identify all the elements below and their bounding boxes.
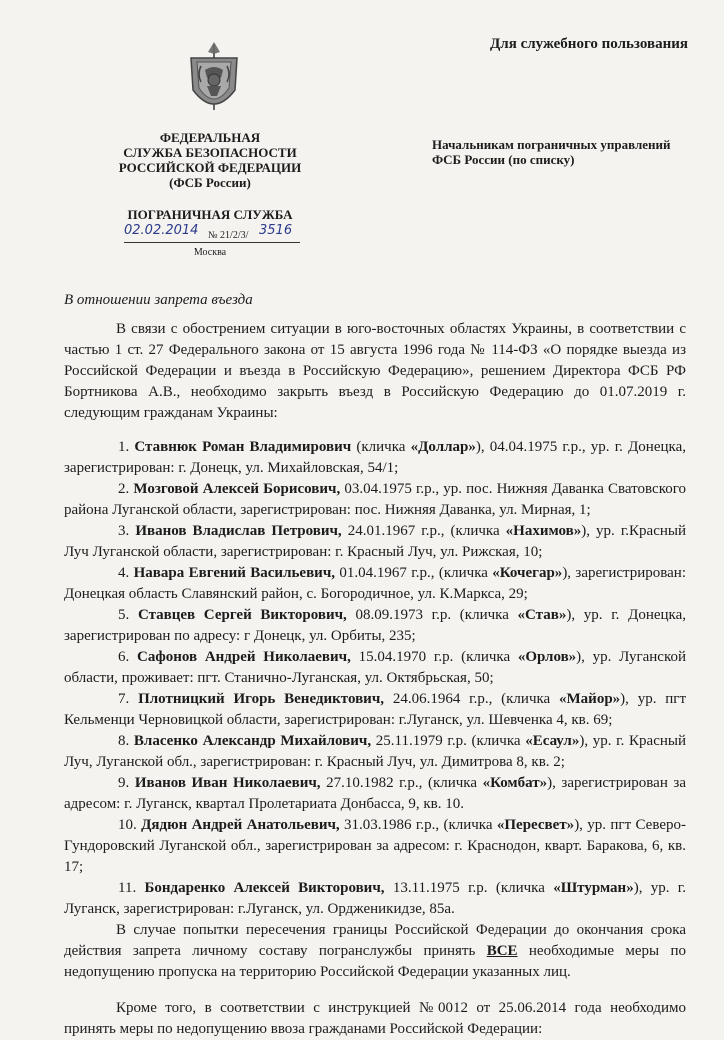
item-text: 31.03.1986 г.р., (кличка — [339, 817, 497, 833]
org-line: РОССИЙСКОЙ ФЕДЕРАЦИИ — [118, 160, 302, 175]
fsb-emblem-icon — [183, 40, 245, 118]
person-nickname: «Нахимов» — [505, 523, 582, 539]
registration-number-prefix: № 21/2/3/ — [208, 230, 249, 241]
addressee-line: ФСБ России (по списку) — [432, 152, 575, 167]
person-name: Иванов Владислав Петрович, — [135, 523, 342, 539]
list-item — [64, 605, 686, 647]
person-name: Дядюн Андрей Анатольевич, — [141, 817, 340, 833]
person-nickname: «Кочегар» — [492, 565, 563, 581]
item-text: 03.04.1975 г.р., ур. пос. Нижняя Даванка Сватовского района Луганской области, зарегистрирован: пос. Нижняя Даванка, ул. Мирная, 1; — [64, 481, 686, 518]
place-of-issue: Москва — [193, 247, 227, 258]
person-name: Навара Евгений Васильевич, — [133, 565, 336, 581]
paragraph-text: необходимые меры по недопущению пропуска на территорию Российской Федерации указанных лиц. — [64, 943, 686, 980]
list-item — [64, 563, 686, 605]
person-nickname: «Майор» — [559, 691, 621, 707]
item-text: ), ур. г. Донецка, зарегистрирован по адресу: г Донецк, ул. Орбиты, 235; — [64, 607, 687, 644]
list-item — [64, 815, 686, 878]
item-text: 27.10.1982 г.р., (кличка — [320, 775, 483, 791]
org-line: (ФСБ России) — [169, 175, 251, 190]
item-text: ), 04.04.1975 г.р., ур. г. Донецка, зарегистрирован: г. Донецк, ул. Михайловская, 54/1; — [64, 439, 686, 476]
registration-date: 02.02.2014 — [124, 223, 199, 238]
item-text: 15.04.1970 г.р. (кличка — [350, 649, 518, 665]
registration-line — [124, 223, 304, 247]
document-body — [64, 319, 686, 1040]
person-nickname: «Орлов» — [517, 649, 577, 665]
list-item — [64, 731, 686, 773]
item-number: 4. — [118, 565, 130, 581]
intro-paragraph: В связи с обострением ситуации в юго-восточных областях Украины, в соответствии с частью 1 ст. 27 Федерального закона от 15 августа 1996 года № 114-ФЗ «О порядке выезда из Российской Федерации и въезда в Российскую Федерацию», решением Директора ФСБ РФ Бортникова А.В., необходимо закрыть въезд в Российскую Федерацию до 01.07.2019 г. следующим гражданам Украины: — [64, 321, 686, 421]
persons-list — [64, 437, 686, 920]
item-text: 01.04.1967 г.р., (кличка — [335, 565, 493, 581]
person-name: Власенко Александр Михайлович, — [133, 733, 372, 749]
paragraph-text: В случае попытки пересечения границы Российской Федерации до окончания срока действия запрета личному составу погранслужбы принять — [64, 922, 686, 959]
item-text: (кличка — [351, 439, 411, 455]
addressee-line: Начальникам пограничных управлений — [432, 137, 671, 152]
list-item — [64, 878, 686, 920]
person-nickname: «Штурман» — [553, 880, 634, 896]
item-number: 11. — [118, 880, 137, 896]
person-nickname: «Есаул» — [525, 733, 580, 749]
list-item — [64, 437, 686, 479]
person-name: Плотницкий Игорь Венедиктович, — [138, 691, 385, 707]
person-name: Ставцев Сергей Викторович, — [137, 607, 347, 623]
item-number: 2. — [118, 481, 130, 497]
item-text: ), ур. пгт Кельменци Черновицкой области, зарегистрирован: г.Луганск, ул. Шевченка 4, кв. 69; — [64, 691, 686, 728]
item-number: 9. — [118, 775, 130, 791]
emphasis-all: ВСЕ — [486, 943, 518, 959]
person-name: Бондаренко Алексей Викторович, — [144, 880, 385, 896]
item-text: ), зарегистрирован: Донецкая область Славянский район, с. Богородичное, ул. К.Маркса, 29; — [64, 565, 687, 602]
item-text: 08.09.1973 г.р. (кличка — [346, 607, 518, 623]
border-paragraph — [64, 920, 686, 983]
registration-number: 3516 — [259, 223, 293, 238]
item-text: 24.06.1964 г.р., (кличка — [384, 691, 560, 707]
item-number: 10. — [118, 817, 137, 833]
org-line: ФЕДЕРАЛЬНАЯ — [159, 130, 261, 145]
item-number: 7. — [118, 691, 130, 707]
list-item — [64, 479, 686, 521]
person-nickname: «Комбат» — [482, 775, 548, 791]
item-number: 1. — [118, 439, 130, 455]
person-nickname: «Пересвет» — [496, 817, 575, 833]
list-item — [64, 521, 686, 563]
person-nickname: «Доллар» — [410, 439, 476, 455]
item-number: 3. — [118, 523, 130, 539]
item-text: ), ур. г. Красный Луч, Луганской обл., зарегистрирован: г. Красный Луч, ул. Димитрова 8, кв. 2; — [64, 733, 687, 770]
item-text: ), ур. г. Луганск, зарегистрирован: г.Луганск, ул. Ордженикидзе, 85а. — [64, 880, 686, 917]
registration-underline — [124, 242, 300, 243]
item-text: ), ур. Луганской области, проживает: пгт. Станично-Луганская, ул. Октябрьская, 50; — [64, 649, 687, 686]
person-name: Сафонов Андрей Николаевич, — [137, 649, 351, 665]
item-number: 8. — [118, 733, 130, 749]
person-name: Иванов Иван Николаевич, — [134, 775, 321, 791]
document-subject: В отношении запрета въезда — [64, 292, 253, 308]
classification-label: Для служебного пользования — [489, 36, 688, 52]
item-text: 25.11.1979 г.р. (кличка — [371, 733, 526, 749]
item-text: ), зарегистрирован за адресом: г. Луганск, квартал Пролетариата Донбасса, 9, кв. 10. — [64, 775, 686, 812]
list-item — [64, 689, 686, 731]
org-line: СЛУЖБА БЕЗОПАСНОСТИ — [123, 145, 297, 160]
person-name: Ставнюк Роман Владимирович — [134, 439, 352, 455]
item-text: 24.01.1967 г.р., (кличка — [341, 523, 506, 539]
item-text: ), ур. г.Красный Луч Луганской области, зарегистрирован: г. Красный Луч, ул. Рижская, 10; — [64, 523, 686, 560]
addressee — [432, 137, 702, 167]
list-item — [64, 773, 686, 815]
organization-name — [110, 130, 310, 190]
item-text: 13.11.1975 г.р. (кличка — [384, 880, 554, 896]
service-name: ПОГРАНИЧНАЯ СЛУЖБА — [127, 207, 293, 222]
person-nickname: «Став» — [517, 607, 567, 623]
item-text: ), ур. пгт Северо-Гундоровский Луганской обл., зарегистрирован за адресом: г. Краснодон, кварт. Баракова, 6, кв. 17; — [64, 817, 686, 875]
person-name: Мозговой Алексей Борисович, — [133, 481, 341, 497]
list-item — [64, 647, 686, 689]
final-paragraph: Кроме того, в соответствии с инструкцией №0012 от 25.06.2014 года необходимо принять меры по недопущению ввоза гражданами Российской Федерации: — [64, 1000, 686, 1037]
item-number: 5. — [118, 607, 130, 623]
item-number: 6. — [118, 649, 130, 665]
